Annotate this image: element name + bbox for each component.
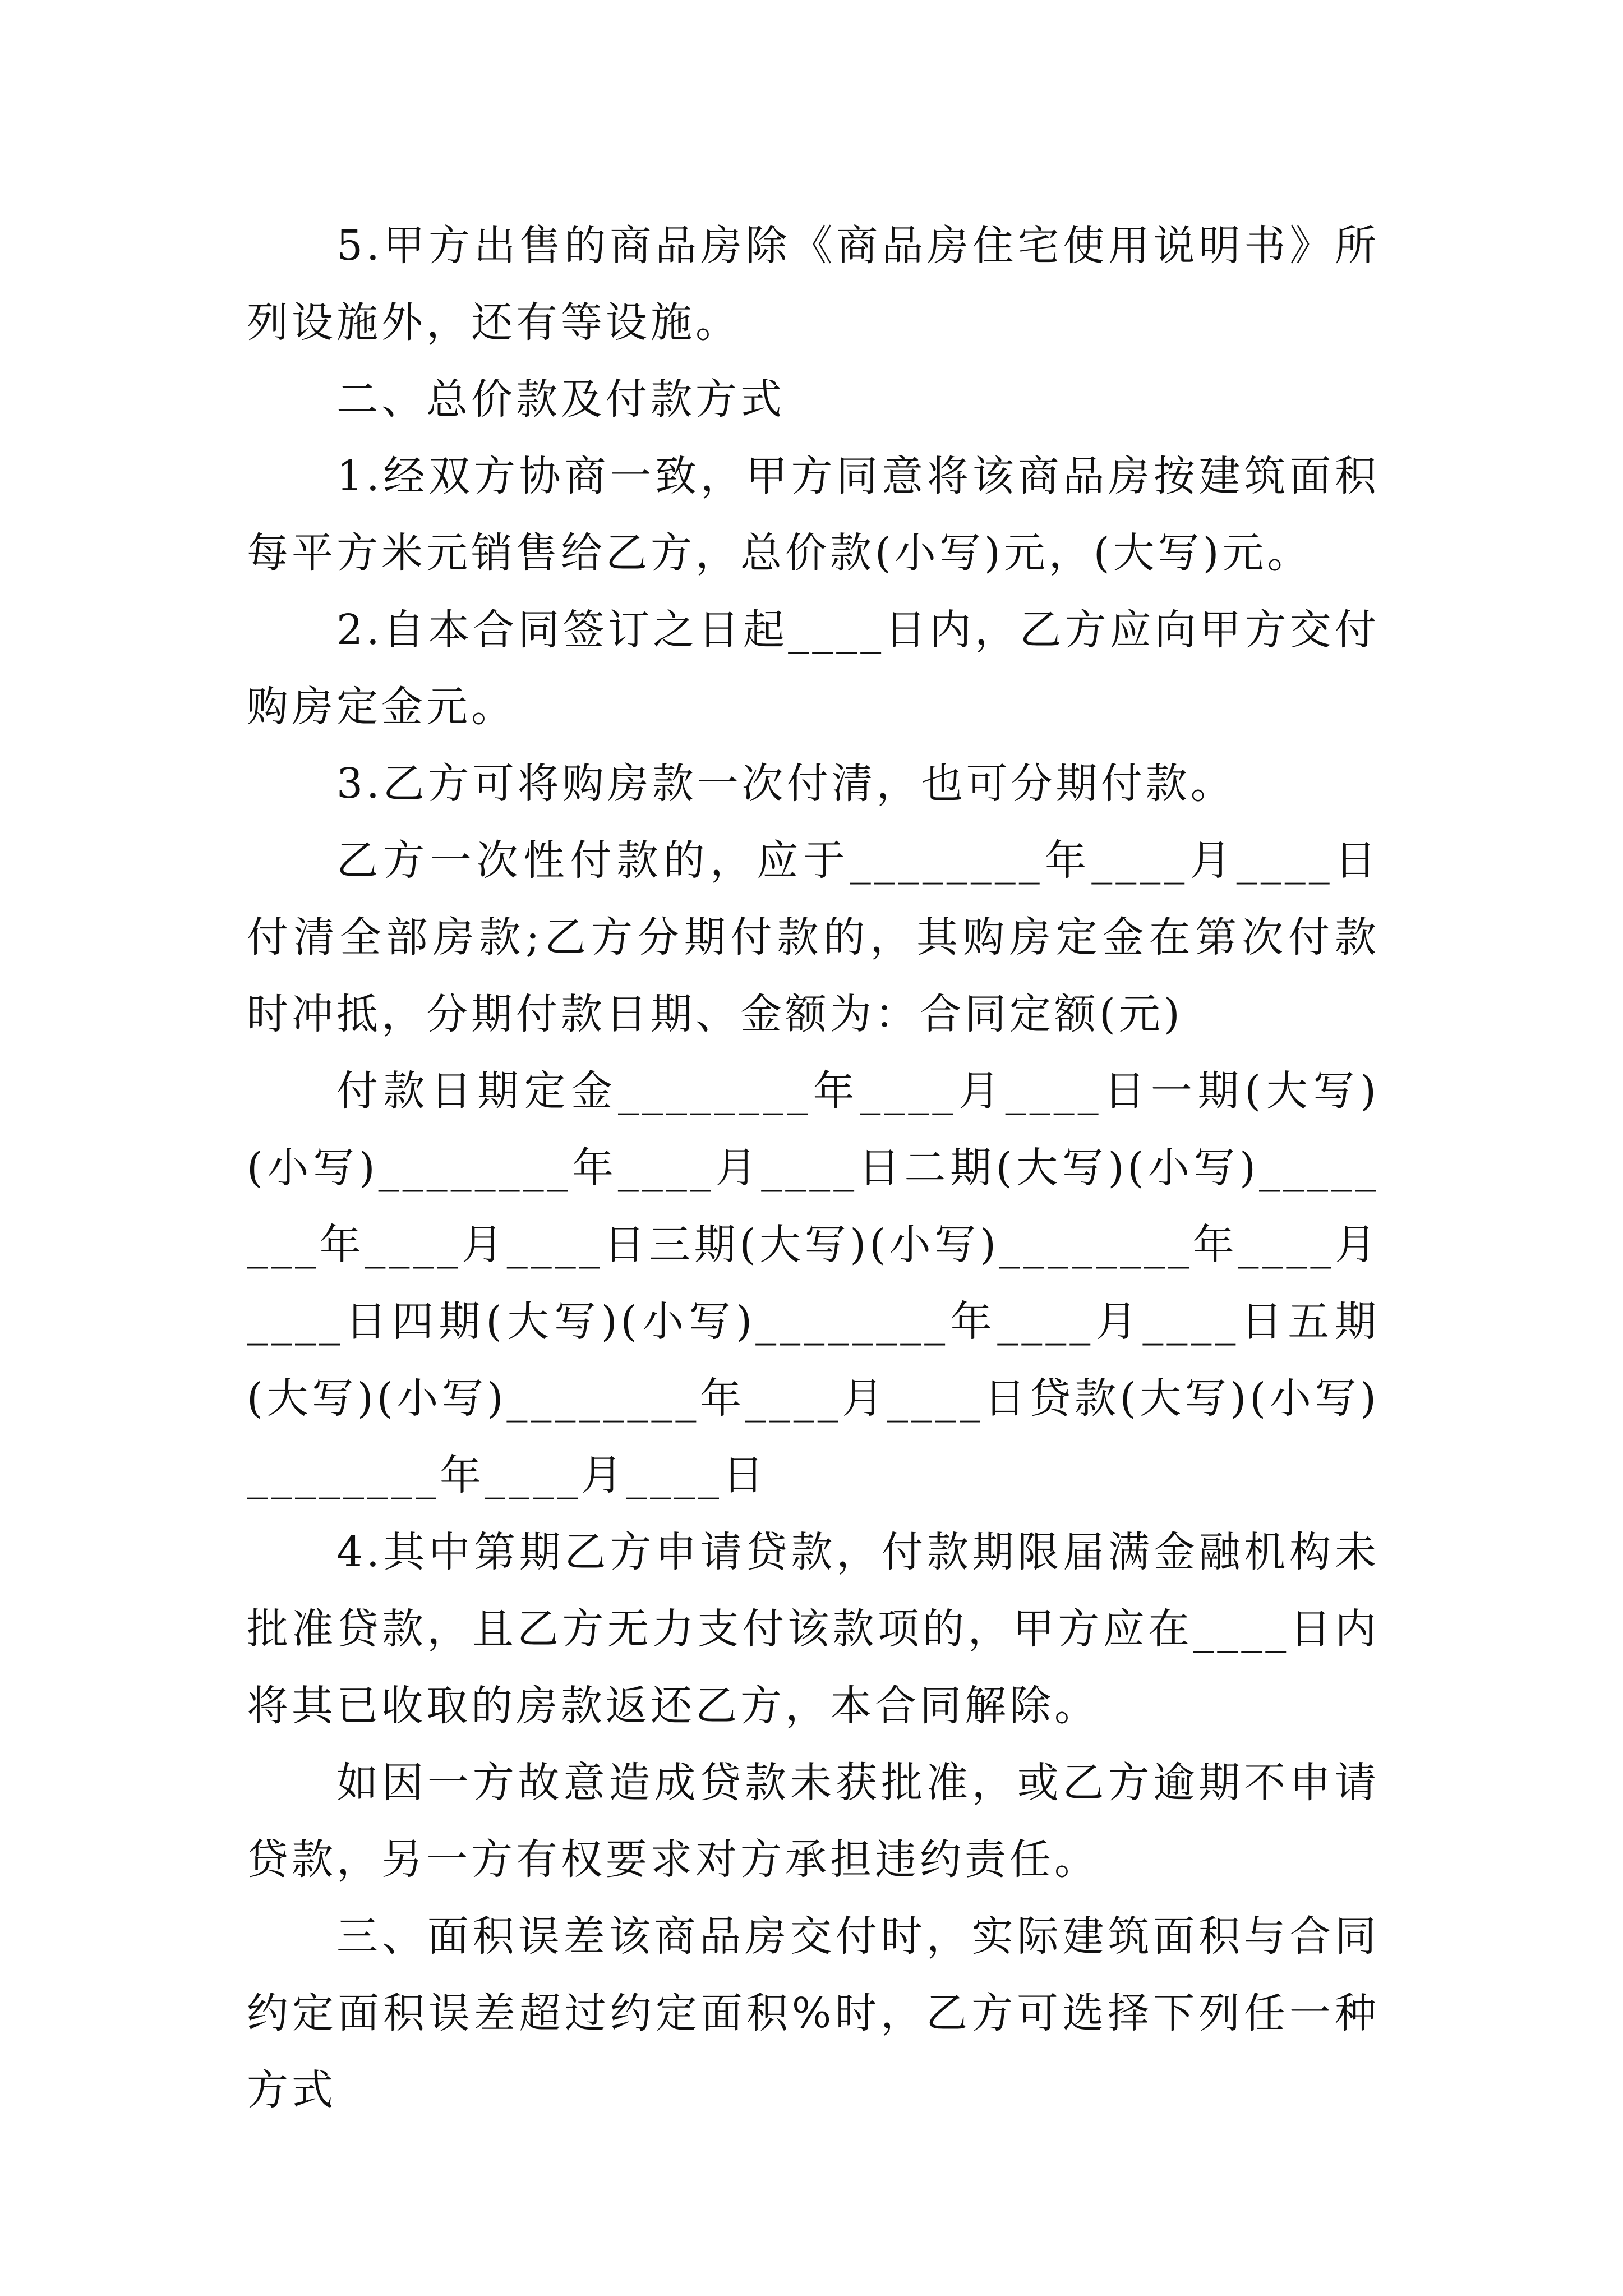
paragraph-1-unit-price: 1.经双方协商一致，甲方同意将该商品房按建筑面积每平方米元销售给乙方，总价款(小写)元，(大写)元。 [247, 452, 1380, 577]
section-heading-area-error: 三、面积误差该商品房交付时，实际建筑面积与合同约定面积误差超过约定面积%时，乙方可选择下列任一种方式 [247, 1912, 1380, 2114]
paragraph-lump-sum-installment: 乙方一次性付款的，应于________年____月____日付清全部房款;乙方分期付款的，其购房定金在第次付款时冲抵，分期付款日期、金额为：合同定额(元) [247, 836, 1380, 1038]
paragraph-loan-default: 如因一方故意造成贷款未获批准，或乙方逾期不申请贷款，另一方有权要求对方承担违约责任。 [247, 1759, 1380, 1884]
paragraph-installment-schedule: 付款日期定金________年____月____日一期(大写)(小写)________年____月____日二期(大写)(小写)________年____月____日三期(大写)(小写)________年____月____日四期(大写)(小写)________年____月____日五期(大写)(小写)________年____月____日贷款(大写)(小写)________年____月____日 [247, 1067, 1380, 1499]
section-heading-price-payment: 二、总价款及付款方式 [336, 375, 785, 424]
paragraph-3-payment-method: 3.乙方可将购房款一次付清，也可分期付款。 [336, 760, 1235, 808]
document-body [247, 208, 1380, 2129]
paragraph-4-loan: 4.其中第期乙方申请贷款，付款期限届满金融机构未批准贷款，且乙方无力支付该款项的，甲方应在____日内将其已收取的房款返还乙方，本合同解除。 [247, 1528, 1380, 1730]
paragraph-5-facilities: 5.甲方出售的商品房除《商品房住宅使用说明书》所列设施外，还有等设施。 [247, 222, 1380, 347]
paragraph-2-deposit: 2.自本合同签订之日起____日内，乙方应向甲方交付购房定金元。 [247, 606, 1380, 731]
